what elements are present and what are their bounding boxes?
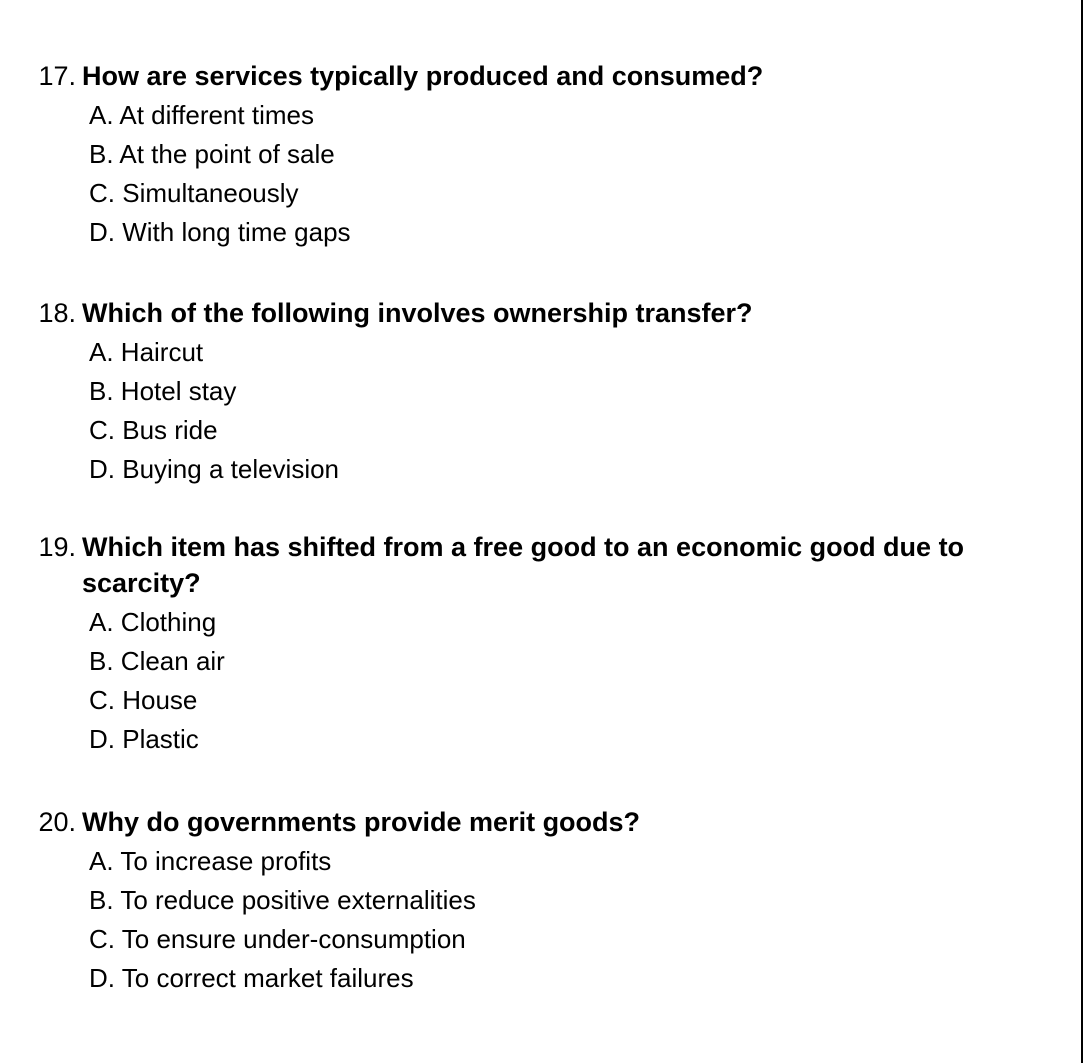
page-edge-rule — [1081, 0, 1083, 1063]
question-text: How are services typically produced and consumed? — [82, 61, 764, 91]
answer-option-d: D. Plastic — [89, 724, 199, 754]
answer-option-a: A. At different times — [89, 100, 314, 130]
answer-option-c: C. Bus ride — [89, 415, 218, 445]
question-20 — [0, 804, 1070, 998]
answer-options — [0, 842, 1070, 998]
question-text: Which of the following involves ownership transfer? — [82, 298, 753, 328]
question-number: 19. — [38, 532, 76, 562]
question-18 — [0, 295, 1070, 489]
question-header — [0, 529, 1070, 601]
answer-options — [0, 603, 1070, 759]
answer-option-c: C. Simultaneously — [89, 178, 299, 208]
question-text: Why do governments provide merit goods? — [82, 807, 641, 837]
answer-option-b: B. Clean air — [89, 646, 225, 676]
answer-option-b: B. Hotel stay — [89, 376, 237, 406]
question-number: 17. — [38, 61, 76, 91]
answer-option-d: D. With long time gaps — [89, 217, 351, 247]
answer-options — [0, 96, 1070, 252]
answer-option-c: C. To ensure under-consumption — [89, 924, 466, 954]
question-19 — [0, 529, 1070, 759]
question-number: 18. — [38, 298, 76, 328]
question-17 — [0, 58, 1070, 252]
answer-option-b: B. To reduce positive externalities — [89, 885, 476, 915]
question-header — [0, 295, 1070, 331]
answer-option-c: C. House — [89, 685, 198, 715]
question-header — [0, 804, 1070, 840]
answer-option-b: B. At the point of sale — [89, 139, 335, 169]
question-header — [0, 58, 1070, 94]
question-text: Which item has shifted from a free good to an economic good due to scarcity? — [82, 532, 965, 598]
answer-option-d: D. Buying a television — [89, 454, 340, 484]
answer-option-a: A. Clothing — [89, 607, 217, 637]
question-number: 20. — [38, 807, 76, 837]
answer-option-d: D. To correct market failures — [89, 963, 414, 993]
answer-options — [0, 333, 1070, 489]
answer-option-a: A. To increase profits — [89, 846, 332, 876]
answer-option-a: A. Haircut — [89, 337, 204, 367]
